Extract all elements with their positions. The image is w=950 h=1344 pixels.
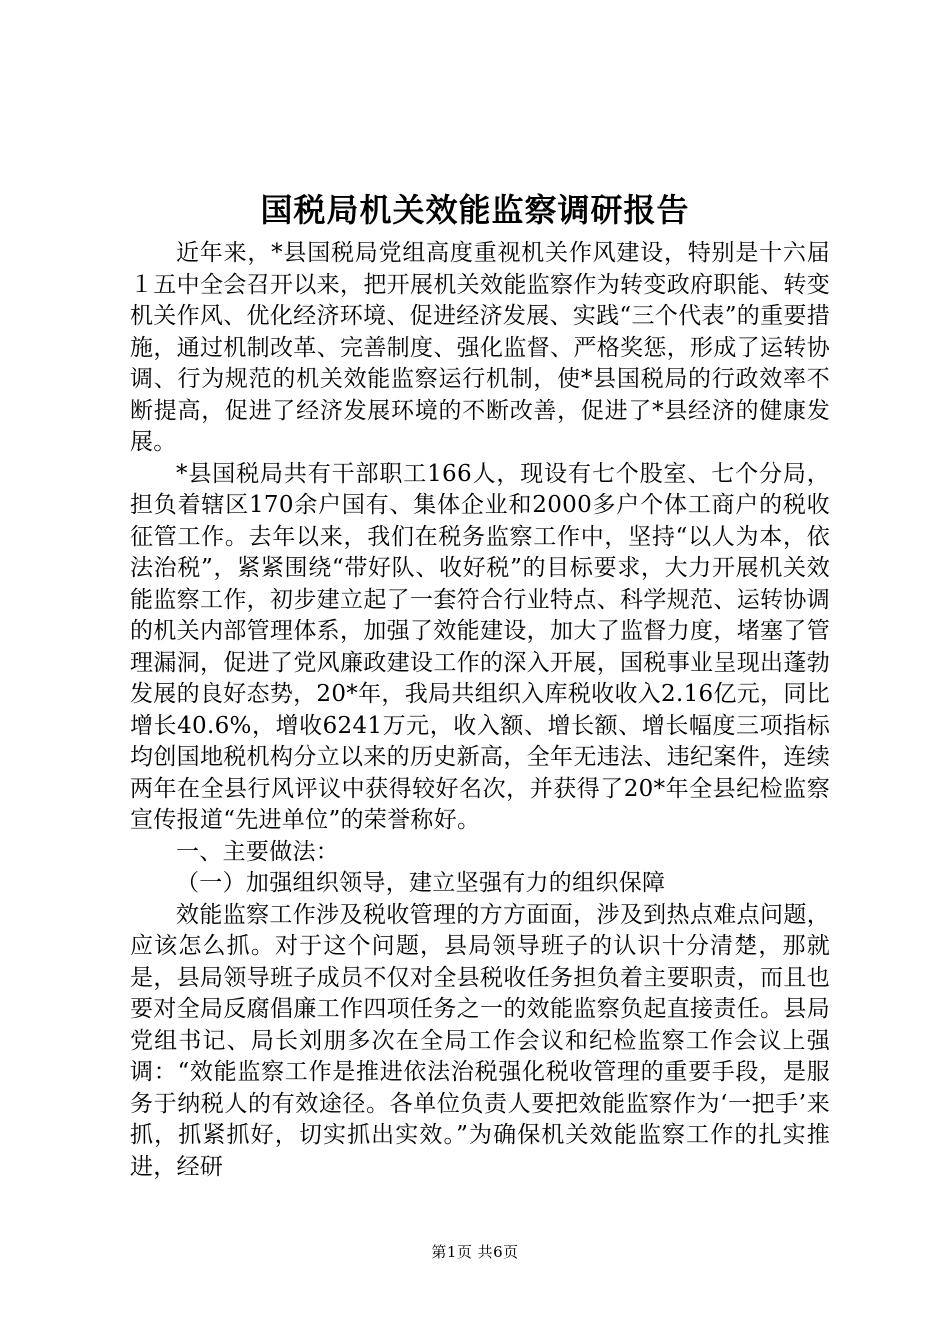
paragraph-overview: *县国税局共有干部职工166人，现设有七个股室、七个分局，担负着辖区170余户国有、集体企业和2000多户个体工商户的税收征管工作。去年以来，我们在税务监察工作中，坚持“以人为本，依法治税”，紧紧围绕“带好队、收好税”的目标要求，大力开展机关效能监察工作，初步建立起了一套符合行业特点、科学规范、运转协调的机关内部管理体系，加强了效能建设，加大了监督力度，堵塞了管理漏洞，促进了党风廉政建设工作的深入开展，国税事业呈现出蓬勃发展的良好态势，20*年，我局共组织入库税收收入2.16亿元，同比增长40.6%，增收6241万元，收入额、增长额、增长幅度三项指标均创国地税机构分立以来的历史新高，全年无违法、违纪案件，连续两年在全县行风评议中获得较好名次，并获得了20*年全县纪检监察宣传报道“先进单位”的荣誉称好。 bbox=[130, 460, 830, 833]
page-number: 第1页 共6页 bbox=[431, 1243, 519, 1261]
document-title: 国税局机关效能监察调研报告 bbox=[260, 191, 690, 229]
paragraph-intro: 近年来，*县国税局党组高度重视机关作风建设，特别是十六届１五中全会召开以来，把开展机关效能监察作为转变政府职能、转变机关作风、优化经济环境、促进经济发展、实践“三个代表”的重要措施，通过机制改革、完善制度、强化监督、严格奖惩，形成了运转协调、行为规范的机关效能监察运行机制，使*县国税局的行政效率不断提高，促进了经济发展环境的不断改善，促进了*县经济的健康发展。 bbox=[130, 240, 830, 455]
section-heading: 一、主要做法： bbox=[176, 838, 340, 865]
subsection-heading: （一）加强组织领导，建立坚强有力的组织保障 bbox=[176, 870, 666, 896]
paragraph-organization: 效能监察工作涉及税收管理的方方面面，涉及到热点难点问题，应该怎么抓。对于这个问题，县局领导班子的认识十分清楚，那就是，县局领导班子成员不仅对全县税收任务担负着主要职责，而且也要对全局反腐倡廉工作四项任务之一的效能监察负起直接责任。县局党组书记、局长刘朋多次在全局工作会议和纪检监察工作会议上强调：“效能监察工作是推进依法治税强化税收管理的重要手段，是服务于纳税人的有效途径。各单位负责人要把效能监察作为‘一把手’来抓，抓紧抓好，切实抓出实效。”为确保机关效能监察工作的扎实推进，经研 bbox=[130, 901, 830, 1180]
document-body bbox=[130, 238, 830, 1183]
